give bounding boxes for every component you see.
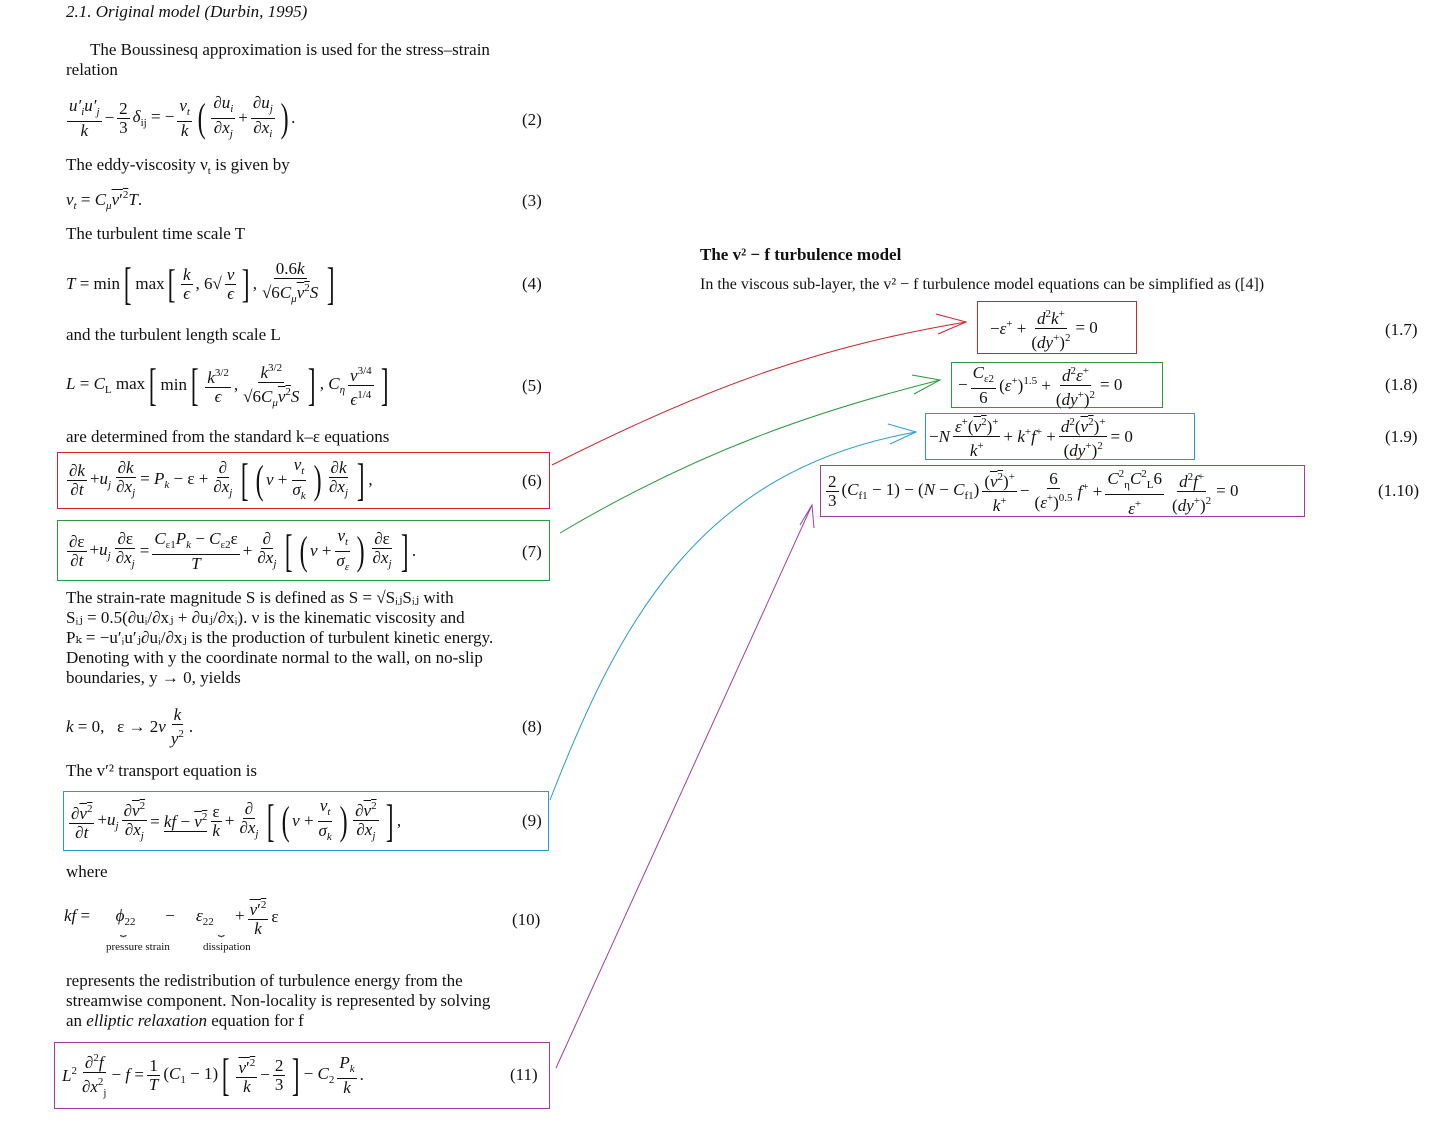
right-subtitle: In the viscous sub-layer, the v² − f turbulence model equations can be simplified as ([4])	[700, 276, 1265, 293]
eq-number-8: (8)	[522, 717, 542, 736]
redis-line3-c: equation for f	[207, 1011, 304, 1030]
equation-10: kf = $\phi_{22}$ − $\varepsilon_{22}$ + $\frac{v'^2}{k}$ ε	[64, 893, 278, 941]
eq-number-1-9: (1.9)	[1385, 427, 1418, 446]
equation-4: T = min [ max [ $\frac{k}{\epsilon}$ , 6√ $\frac{\nu}{\epsilon}$ ] , $\frac{0.6k}{√6C_\mu v^2S}$ ]	[66, 258, 335, 309]
underbrace-pressure-label: pressure strain	[106, 941, 170, 953]
red-arrow	[552, 322, 966, 465]
strain-line1: The strain-rate magnitude S is defined as S = √SᵢⱼSᵢⱼ with	[66, 588, 454, 607]
equation-7: $\frac{\partial\varepsilon}{\partial t}$ $+u_j$ $\frac{\partial\varepsilon}{\partial x_j}$ = $\frac{C_{\varepsilon 1}P_k - C_{\varepsilon 2}\varepsilon}{T}$ + $\frac{\partial}{\partial x_j}$ [ ( ν + $\frac{\nu_t}{\sigma_\varepsilon}$ ) $\frac{\partial\varepsilon}{\partial x_j}$ ] .	[69, 525, 417, 576]
eq-number-6: (6)	[522, 471, 542, 490]
equation-6: $\frac{\partial k}{\partial t}$ $+u_j$ $\frac{\partial k}{\partial x_j}$ = $P_k - \varepsilon$ + $\frac{\partial}{\partial x_j}$ [ ( ν + $\frac{\nu_t}{\sigma_k}$ ) $\frac{\partial k}{\partial x_j}$ ] ,	[69, 454, 373, 505]
eq-number-1-10: (1.10)	[1378, 481, 1420, 500]
purple-arrow	[556, 505, 812, 1068]
strain-line5: boundaries, y → 0, yields	[66, 668, 241, 687]
where-text: where	[66, 862, 108, 881]
length-scale-text: and the turbulent length scale L	[66, 325, 281, 344]
eq-number-1-8: (1.8)	[1385, 375, 1418, 394]
eq-number-3: (3)	[522, 191, 542, 210]
red-arrowhead	[936, 314, 966, 334]
green-arrowhead	[912, 375, 940, 394]
redis-line3	[66, 1011, 546, 1031]
eq-number-10: (10)	[512, 910, 541, 929]
strain-rate-paragraph	[66, 588, 546, 688]
eddy-text-end: is given by	[210, 155, 290, 174]
right-title: The v² − f turbulence model	[700, 245, 902, 264]
eq-number-4: (4)	[522, 274, 542, 293]
section-heading: 2.1. Original model (Durbin, 1995)	[66, 2, 308, 21]
equation-11: $L^2$ $\frac{\partial^2f}{\partial x^2_j}$ − f = $\frac{1}{T}$ $(C_1 - 1)$ [ $\frac{v'^2}{k}$ − $\frac{2}{3}$ ] − $C_2$ $\frac{P_k}{k}$ .	[62, 1049, 364, 1100]
redistribution-paragraph	[66, 971, 546, 1031]
time-scale-text: The turbulent time scale T	[66, 224, 246, 243]
blue-arrowhead	[888, 424, 916, 444]
strain-line4: Denoting with y the coordinate normal to the wall, on no-slip	[66, 648, 483, 667]
strain-line3: Pₖ = −u′ᵢu′ⱼ∂uᵢ/∂xⱼ is the production of turbulent kinetic energy.	[66, 628, 494, 647]
eq-number-7: (7)	[522, 542, 542, 561]
underbrace-dissipation-label: dissipation	[203, 941, 251, 953]
k-epsilon-text: are determined from the standard k–ε equations	[66, 427, 390, 446]
eq-number-9: (9)	[522, 811, 542, 830]
strain-line2: Sᵢⱼ = 0.5(∂uᵢ/∂xⱼ + ∂uⱼ/∂xᵢ). ν is the kinematic viscosity and	[66, 608, 465, 627]
equation-1-10: $\frac{2}{3}$ $(C_{f1} - 1) - (N - C_{f1})$ $\frac{(v^2)^+}{k^+}$ − $\frac{6}{(\varepsilon^+)^{0.5}}$ f+ + $\frac{C^2_\eta C^2_L6}{\varepsilon^+}$ $\frac{d^2f^+}{(dy^+)^2}$ = 0	[823, 466, 1238, 516]
eq-number-5: (5)	[522, 376, 542, 395]
eddy-viscosity-text	[66, 155, 290, 181]
equation-1-9: −N $\frac{\varepsilon^+(v^2)^+}{k^+}$ + k+f+ + $\frac{d^2(v^2)^+}{(dy^+)^2}$ = 0	[929, 414, 1133, 459]
equation-1-8: − $\frac{C_{\varepsilon 2}}{6}$ $(\varepsilon^+)^{1.5}$ + $\frac{d^2\varepsilon^+}{(dy^+)^2}$ = 0	[958, 362, 1123, 409]
underbrace-pressure-glyph: ⏟	[120, 925, 127, 937]
eq-number-1-7: (1.7)	[1385, 320, 1418, 339]
redis-line3-a: an	[66, 1011, 87, 1030]
equation-2: $\frac{u'_iu'_j}{k}$ − $\frac{2}{3}$ $\delta_{ij}$ = − $\frac{\nu_t}{k}$ ( $\frac{\partial u_i}{\partial x_j}$ + $\frac{\partial u_j}{\partial x_i}$ ) .	[69, 92, 296, 140]
underbrace-dissipation-glyph: ⏟	[218, 925, 225, 937]
equation-5: $L = C_L$ max [ min [ $\frac{k^{3/2}}{\epsilon}$ , $\frac{k^{3/2}}{√6C_\mu v^2S}$ ] , $C_\eta$ $\frac{\nu^{3/4}}{\epsilon^{1/4}}$ ]	[66, 359, 389, 410]
redis-line2: streamwise component. Non-locality is represented by solving	[66, 991, 491, 1010]
eq-number-2: (2)	[522, 110, 542, 129]
equation-8: k = 0, ε → 2ν $\frac{k}{y^2}$ .	[66, 705, 194, 748]
eq-number-11: (11)	[510, 1065, 538, 1084]
eddy-text-start: The eddy-viscosity ν	[66, 155, 208, 174]
equation-3: $\nu_t = C_\mu v'^2T$.	[66, 188, 143, 212]
equation-9: $\frac{\partial v^2}{\partial t}$ $+u_j$ $\frac{\partial v^2}{\partial x_j}$ = kf − $v^2$ $\frac{\varepsilon}{k}$ + $\frac{\partial}{\partial x_j}$ [ ( ν + $\frac{\nu_t}{\sigma_k}$ ) $\frac{\partial v^2}{\partial x_j}$ ] ,	[71, 795, 402, 846]
equation-1-7: −ε+ + $\frac{d^2k^+}{(dy^+)^2}$ = 0	[990, 303, 1098, 353]
para-intro-line2: relation	[66, 60, 118, 79]
purple-arrowhead	[800, 505, 814, 528]
v2-transport-text: The v′² transport equation is	[66, 761, 258, 780]
redis-line3-b: elliptic relaxation	[86, 1011, 207, 1030]
redis-line1: represents the redistribution of turbulence energy from the	[66, 971, 463, 990]
eddy-text-sub: t	[207, 165, 211, 177]
para-intro-line1: The Boussinesq approximation is used for the stress–strain	[90, 40, 490, 59]
